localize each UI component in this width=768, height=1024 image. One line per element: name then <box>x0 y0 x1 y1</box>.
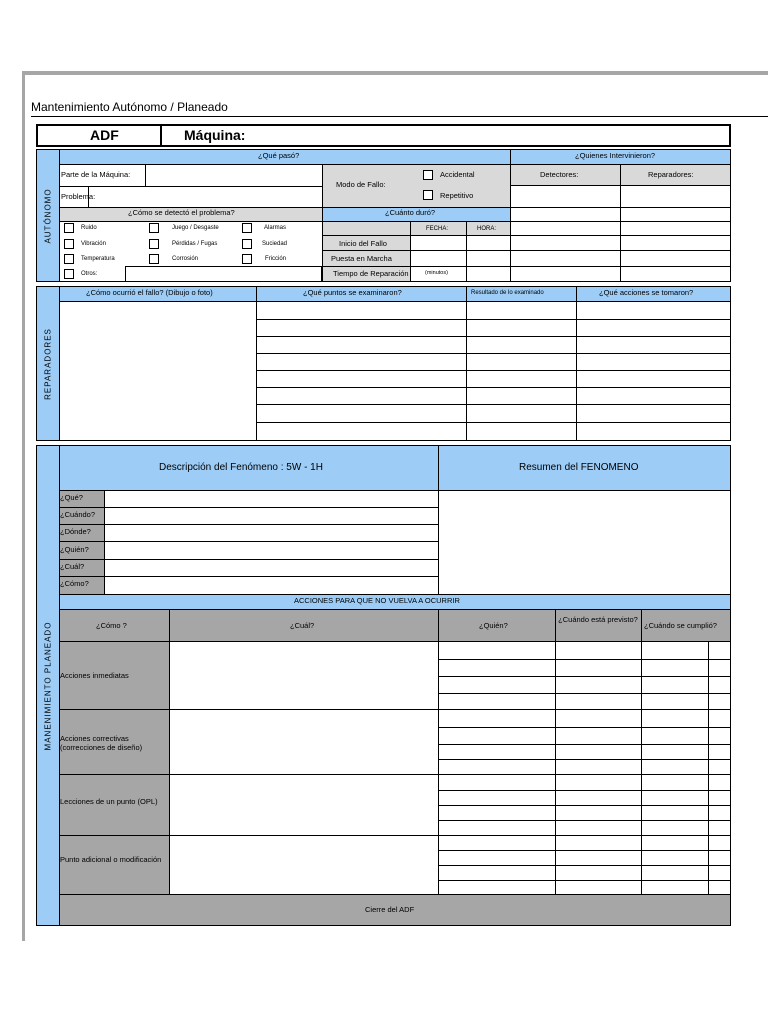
reparadores-label: Reparadores: <box>648 170 694 179</box>
reparadores-grid <box>59 286 731 441</box>
w-question: ¿Qué? <box>60 493 83 502</box>
fila-correctivas: Acciones correctivas (correcciones de diseño) <box>60 734 143 752</box>
acciones-tomaron-heading: ¿Qué acciones se tomaron? <box>599 288 694 297</box>
cuanto-duro-heading: ¿Cuánto duró? <box>385 208 436 217</box>
fila-opl: Lecciones de un punto (OPL) <box>60 797 158 806</box>
w-question: ¿Cuál? <box>60 562 85 571</box>
tiempo-label: Tiempo de Reparación <box>333 269 409 278</box>
perdidas-checkbox[interactable] <box>149 239 159 249</box>
w-question: ¿Quién? <box>60 545 89 554</box>
fila-adicional: Punto adicional o modificación <box>60 855 162 864</box>
puntos-heading: ¿Qué puntos se examinaron? <box>303 288 402 297</box>
maquina-label: Máquina: <box>184 127 246 143</box>
como-detecto-heading: ¿Cómo se detectó el problema? <box>128 208 235 217</box>
inicio-fallo-label: Inicio del Fallo <box>339 239 387 248</box>
check-label: Temperatura <box>81 256 115 262</box>
modo-fallo-label: Modo de Fallo: <box>336 180 386 189</box>
left-border <box>22 71 25 941</box>
temperatura-checkbox[interactable] <box>64 254 74 264</box>
section-label: MANENIMIENTO PLANEADO <box>43 621 53 750</box>
col-como: ¿Cómo ? <box>96 621 127 630</box>
vibracion-checkbox[interactable] <box>64 239 74 249</box>
resumen-heading: Resumen del FENOMENO <box>519 462 639 473</box>
puesta-marcha-label: Puesta en Marcha <box>331 254 392 263</box>
problema-label: Problema: <box>61 192 96 201</box>
repetitivo-checkbox[interactable] <box>423 190 433 200</box>
page-title: Mantenimiento Autónomo / Planeado <box>31 100 228 114</box>
como-ocurrio-heading: ¿Cómo ocurrió el fallo? (Dibujo o foto) <box>86 288 213 297</box>
minutos-label: (minutos) <box>425 270 448 276</box>
acciones-heading: ACCIONES PARA QUE NO VUELVA A OCURRIR <box>294 596 460 605</box>
check-label: Juego / Desgaste <box>172 225 219 231</box>
check-label: Alarmas <box>264 225 287 231</box>
top-border <box>22 71 768 75</box>
parte-label: Parte de la Máquina: <box>61 170 131 179</box>
descripcion-heading: Descripción del Fenómeno : 5W - 1H <box>159 462 323 473</box>
quienes-heading: ¿Quienes Intervinieron? <box>575 151 656 160</box>
section-reparadores <box>36 286 60 441</box>
check-label: Suciedad <box>262 241 288 247</box>
check-label: Corrosión <box>172 256 199 262</box>
col-quien: ¿Quién? <box>479 621 508 630</box>
otros-checkbox[interactable] <box>64 269 74 279</box>
section-planeado <box>36 445 60 926</box>
accidental-checkbox[interactable] <box>423 170 433 180</box>
section-label: REPARADORES <box>43 327 53 400</box>
adf-label: ADF <box>90 127 119 143</box>
ruido-checkbox[interactable] <box>64 223 74 233</box>
w-question: ¿Cómo? <box>60 579 89 588</box>
check-label: Pérdidas / Fugas <box>172 241 218 247</box>
check-label: Fricción <box>265 256 287 262</box>
planeado-grid <box>59 445 731 926</box>
detectores-label: Detectores: <box>540 170 579 179</box>
repetitivo-label: Repetitivo <box>440 191 474 200</box>
cierre-label: Cierre del ADF <box>365 905 415 914</box>
section-autonomo <box>36 149 60 282</box>
suciedad-checkbox[interactable] <box>242 239 252 249</box>
w-question: ¿Cuándo? <box>60 510 96 519</box>
col-cuando-previsto: ¿Cuándo está previsto? <box>558 615 638 624</box>
fila-inmediatas: Acciones inmediatas <box>60 671 129 680</box>
fecha-label: FECHA: <box>426 226 449 232</box>
check-label: Otros: <box>81 271 98 277</box>
title-rule <box>31 116 768 117</box>
col-cuando-cumplio: ¿Cuándo se cumplió? <box>644 621 717 630</box>
col-cual: ¿Cuál? <box>290 621 315 630</box>
w-question: ¿Dónde? <box>60 527 91 536</box>
check-label: Ruido <box>81 225 97 231</box>
resultado-heading: Resultado de lo examinado <box>471 290 544 296</box>
check-label: Vibración <box>81 241 106 247</box>
que-paso-heading: ¿Qué pasó? <box>258 151 300 160</box>
accidental-label: Accidental <box>440 170 475 179</box>
hora-label: HORA: <box>477 226 497 232</box>
section-label: AUTÓNOMO <box>43 187 53 244</box>
juego-checkbox[interactable] <box>149 223 159 233</box>
friccion-checkbox[interactable] <box>242 254 252 264</box>
alarmas-checkbox[interactable] <box>242 223 252 233</box>
corrosion-checkbox[interactable] <box>149 254 159 264</box>
form-header <box>36 124 731 147</box>
header-divider <box>160 126 162 145</box>
